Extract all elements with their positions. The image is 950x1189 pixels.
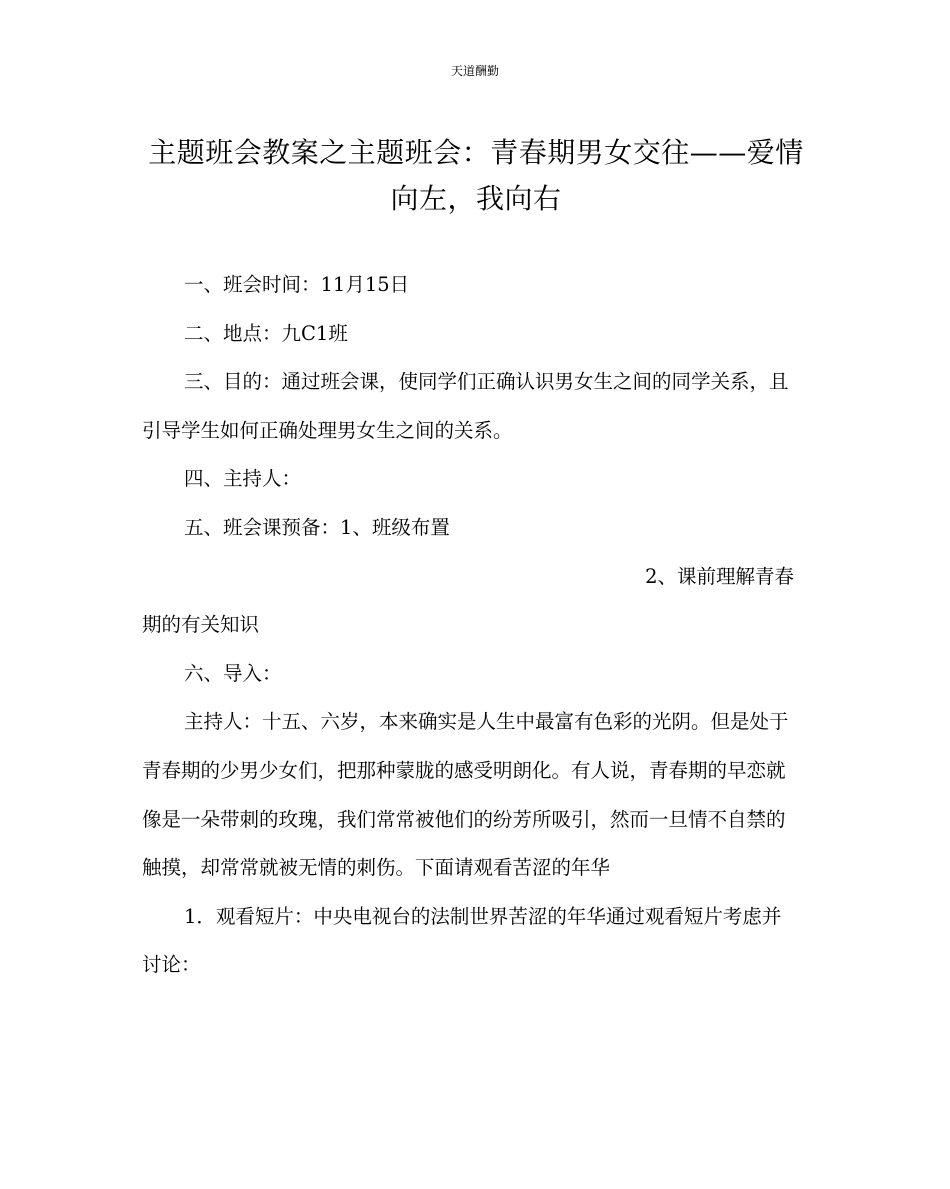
paragraph-preparation: 五、班会课预备：1、班级布置 [184,515,450,539]
paragraph-host-speech: 主持人：十五、六岁，本来确实是人生中最富有色彩的光阴。但是处于青春期的少男少女们，把那种蒙胧的感受明朗化。有人说，青春期的早恋就像是一朵带刺的玫瑰，我们常常被他们的纷芳所吸引，然而一旦情不自禁的触摸，却常常就被无情的刺伤。下面请观看苦涩的年华 [142,710,789,880]
paragraph-host: 四、主持人： [184,467,302,491]
page-header: 天道酬勤 [450,64,499,78]
paragraph-watch-film: 1．观看短片：中央电视台的法制世界苦涩的年华通过观看短片考虑并讨论： [142,904,782,977]
paragraph-location: 二、地点：九C1班 [184,321,348,345]
paragraph-purpose: 三、目的：通过班会课，使同学们正确认识男女生之间的同学关系，且引导学生如何正确处理男女生之间的关系。 [142,370,789,442]
paragraph-preparation-item-2-cont: 期的有关知识 [142,613,260,637]
document-body [142,261,794,990]
document-title: 主题班会教案之主题班会：青春期男女交往——爱情向左，我向右 [148,136,804,215]
paragraph-class-time: 一、班会时间：11月15日 [184,273,410,296]
paragraph-introduction: 六、导入： [184,661,282,685]
paragraph-preparation-item-2: 2、课前理解青春 [645,564,794,588]
